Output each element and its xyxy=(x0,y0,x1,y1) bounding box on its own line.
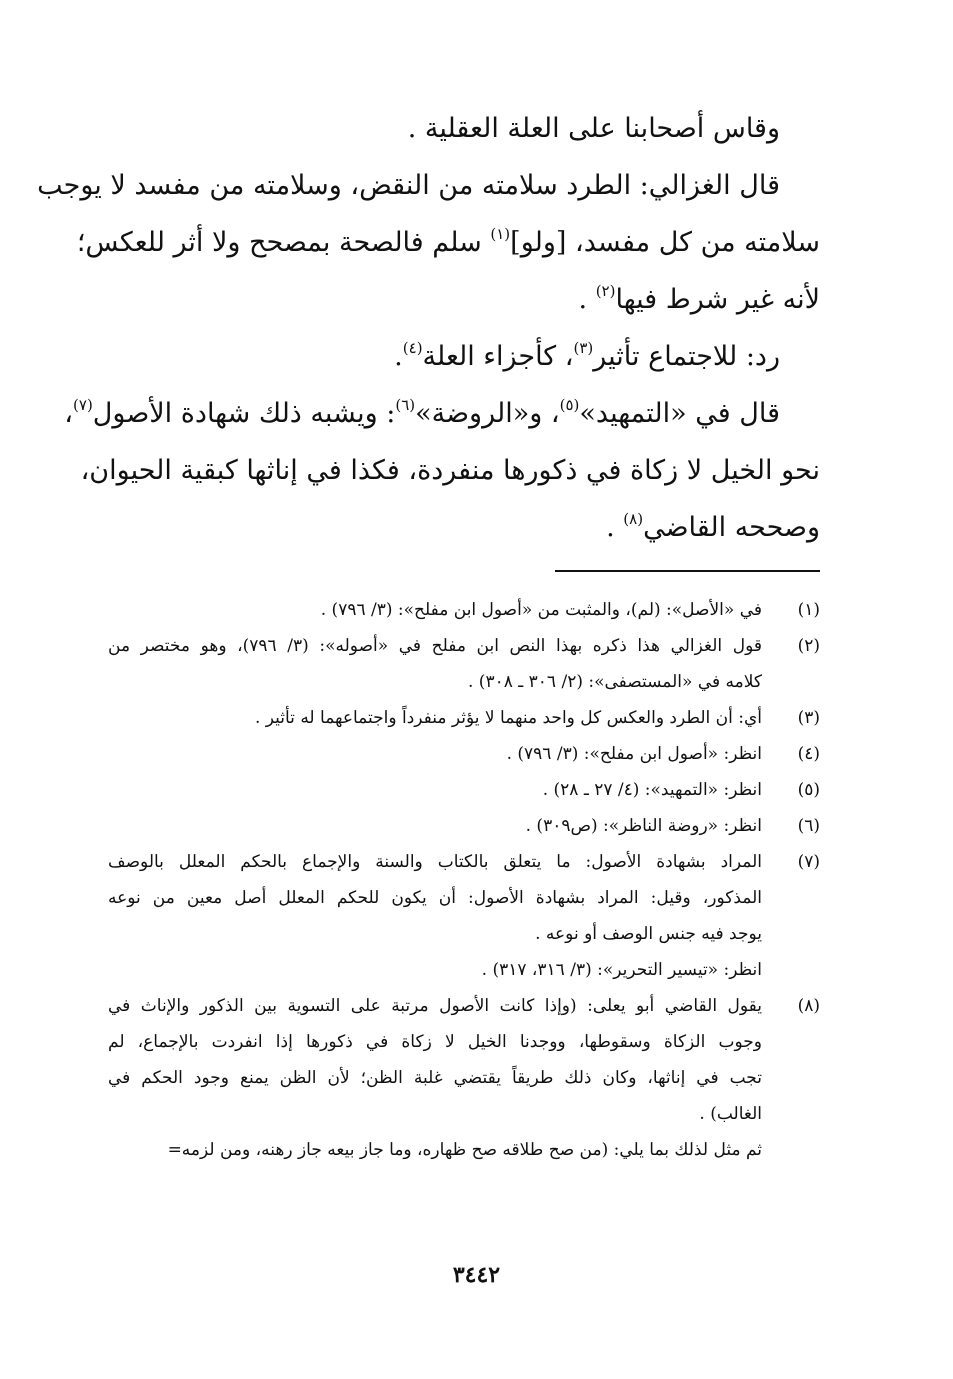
text-run: رد: للاجتماع تأثير xyxy=(593,341,780,372)
footnote-line: أي: أن الطرد والعكس كل واحد منهما لا يؤثر منفرداً واجتماعهما له تأثير . xyxy=(254,708,762,728)
footnote-6 xyxy=(108,808,820,844)
footnote-3 xyxy=(108,700,820,736)
footnote-line: انظر: «التمهيد»: (٤/ ٢٧ ـ ٢٨) . xyxy=(542,780,762,800)
text-run: قال الغزالي: الطرد سلامته من النقض، وسلامته من مفسد لا يوجب xyxy=(37,170,780,201)
footnote-line: تجب في إناثها، وكان ذلك طريقاً يقتضي غلبة الظن؛ لأن الظن يمنع وجود الحكم في xyxy=(108,1068,762,1088)
main-line-5 xyxy=(110,328,820,385)
footnote-line: ثم مثل لذلك بما يلي: (من صح طلاقه صح ظهاره، وما جاز بيعه جاز رهنه، ومن لزمه= xyxy=(167,1140,762,1160)
footnote-line: وجوب الزكاة وسقوطها، ووجدنا الخيل لا زكاة في ذكورها إذا انفردت بالإجماع، لم xyxy=(108,1032,762,1052)
main-line-1 xyxy=(110,100,820,157)
text-run: . xyxy=(578,284,596,315)
text-run: قال في «التمهيد» xyxy=(579,398,780,429)
text-run: ، كأجزاء العلة xyxy=(422,341,574,372)
footnote-number: (٥) xyxy=(797,780,820,800)
footnote-4 xyxy=(108,736,820,772)
footnote-2 xyxy=(108,628,820,700)
text-run: وقاس أصحابنا على العلة العقلية . xyxy=(407,113,780,144)
text-run: سلامته من كل مفسد، [ولو] xyxy=(510,227,820,258)
footnote-line: في «الأصل»: (لم)، والمثبت من «أصول ابن مفلح»: (٣/ ٧٩٦) . xyxy=(320,600,762,620)
footnote-ref: (٢) xyxy=(595,282,616,300)
footnote-ref: (٤) xyxy=(402,339,423,357)
text-run: . xyxy=(394,341,403,372)
main-text xyxy=(37,100,820,556)
text-run: . xyxy=(606,512,624,543)
footnote-line: انظر: «روضة الناظر»: (ص٣٠٩) . xyxy=(525,816,762,836)
footnote-ref: (٣) xyxy=(573,339,594,357)
footnote-ref: (٥) xyxy=(559,396,580,414)
footnote-ref: (١) xyxy=(490,225,511,243)
main-line-4 xyxy=(110,271,820,328)
text-run: ، و«الروضة» xyxy=(415,398,560,429)
text-run: سلم فالصحة بمصحح ولا أثر للعكس؛ xyxy=(76,227,491,258)
footnote-number: (٣) xyxy=(797,708,820,728)
main-line-7 xyxy=(80,442,820,499)
footnote-number: (٧) xyxy=(797,852,820,872)
footnotes xyxy=(108,592,820,1168)
footnote-ref: (٧) xyxy=(73,396,93,414)
footnote-ref: (٦) xyxy=(395,396,416,414)
footnote-line: انظر: «تيسير التحرير»: (٣/ ٣١٦، ٣١٧) . xyxy=(481,960,762,980)
footnote-8 xyxy=(108,988,820,1168)
text-run: ، xyxy=(64,398,74,429)
footnote-line: يقول القاضي أبو يعلى: (وإذا كانت الأصول مرتبة على التسوية بين الذكور والإناث في xyxy=(108,996,762,1016)
footnote-ref: (٨) xyxy=(623,510,644,528)
footnote-line: كلامه في «المستصفى»: (٢/ ٣٠٦ ـ ٣٠٨) . xyxy=(467,672,762,692)
text-run: لأنه غير شرط فيها xyxy=(615,284,820,315)
text-run: : ويشبه ذلك شهادة الأصول xyxy=(92,398,396,429)
footnote-number: (٦) xyxy=(797,816,820,836)
footnote-number: (٨) xyxy=(797,996,820,1016)
footnote-line: المذكور، وقيل: المراد بشهادة الأصول: أن يكون للحكم المعلل أصل معين من نوعه xyxy=(108,888,762,908)
footnote-7 xyxy=(108,844,820,988)
main-line-8 xyxy=(110,499,820,556)
footnote-number: (٤) xyxy=(797,744,820,764)
footnote-line: انظر: «أصول ابن مفلح»: (٣/ ٧٩٦) . xyxy=(506,744,762,764)
footnote-number: (٢) xyxy=(797,636,820,656)
footnote-line: المراد بشهادة الأصول: ما يتعلق بالكتاب والسنة والإجماع بالحكم المعلل بالوصف xyxy=(108,852,762,872)
footnote-5 xyxy=(108,772,820,808)
footnote-1 xyxy=(108,592,820,628)
main-line-6 xyxy=(64,385,820,442)
page-number: ٣٤٤٢ xyxy=(452,1262,501,1288)
footnote-line: الغالب) . xyxy=(699,1104,762,1124)
footnote-number: (١) xyxy=(797,600,820,620)
footnote-line: قول الغزالي هذا ذكره بهذا النص ابن مفلح في «أصوله»: (٣/ ٧٩٦)، وهو مختصر من xyxy=(108,636,762,656)
text-run: وصححه القاضي xyxy=(643,512,820,543)
footnote-line: يوجد فيه جنس الوصف أو نوعه . xyxy=(535,924,762,944)
main-line-3 xyxy=(76,214,820,271)
text-run: نحو الخيل لا زكاة في ذكورها منفردة، فكذا في إناثها كبقية الحيوان، xyxy=(80,455,820,486)
main-line-2 xyxy=(37,157,820,214)
footnote-separator xyxy=(555,570,820,572)
